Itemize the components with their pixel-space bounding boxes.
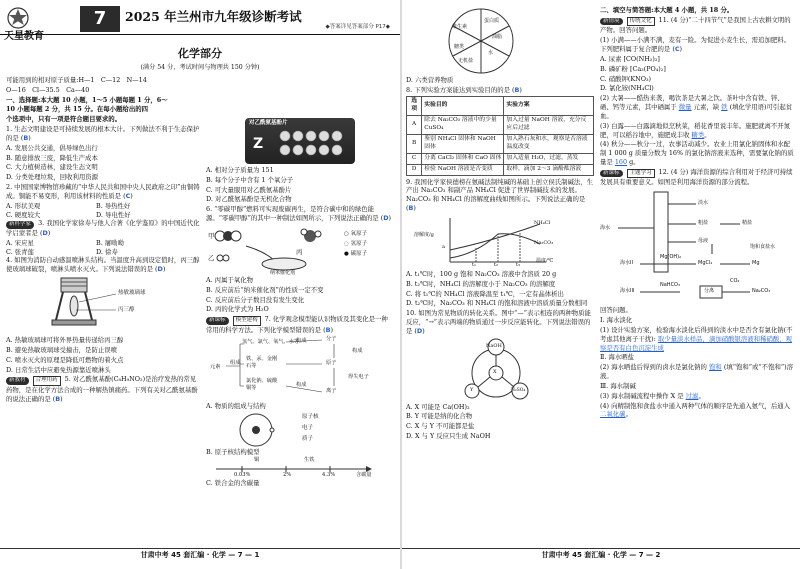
- table-row: [407, 164, 594, 175]
- q11-tag: 新情境: [600, 18, 623, 26]
- reaction-model-icon: [206, 224, 336, 276]
- table-cell: 检验 NaOH 溶液是否变质: [422, 164, 504, 175]
- right-footer: 甘肃中考 45 套汇编 · 化学 — 7 — 2: [402, 548, 800, 561]
- pie-protein-label: 蛋白质: [484, 18, 500, 24]
- question-8-stem: 8. 下列实验方案能达到实验目的的是: [406, 85, 510, 94]
- q11-part-4: (4) 秋分——秋分一过，农事活动减少。农业上用氯化钠固体和水配制 1 000 g 质量分数为 16% 的氯化钠溶液来选种，需要氯化钠的质量是 160 g。: [600, 140, 794, 166]
- q7b-proton-label: 质子: [302, 435, 314, 442]
- table-row: [407, 115, 594, 134]
- pie-vitamin-label: 维生素: [452, 24, 468, 30]
- q2-option-d: D. 导电性好: [96, 210, 131, 219]
- left-column-1: [6, 76, 202, 546]
- q6-catalyst-label: 纳米催化剂: [270, 269, 296, 276]
- q6-figure: [206, 224, 394, 276]
- q11-1-option-d: D. 氯化铵(NH₄Cl): [600, 84, 654, 93]
- section2-heading: 二、填空与简答题:本大题 4 小题，共 18 分。: [600, 6, 734, 14]
- legend-carbon-label: 碳原子: [350, 250, 368, 257]
- section-title: 化学部分: [178, 47, 222, 60]
- q8-table: [406, 96, 594, 176]
- question-3-stem: 3. 我国化学家徐寿与他人合著《化学鉴原》的中国近代化学启蒙者是: [6, 219, 200, 237]
- q12-1-stem: (1) 设计实验方案，检验海水淡化后得到的淡水中是否含有氯化钠(不考虑其他离子干扰):: [600, 325, 793, 343]
- q12-2-tail: (填“饱和”或“不饱和”)溶液。: [600, 363, 794, 381]
- q12-part-4: (4) 向精制饱和食盐水中通入两种气体的顺序是先通入氨气，后通入 二氧化碳。: [600, 401, 791, 419]
- q1-option-d: D. 分类处理垃圾，回收利用资源: [6, 173, 99, 182]
- question-5: 新教材 合理用药 5. 对乙酰氨基酚(C₈H₉NO₂)是治疗发热的常见药物，是在化学方法合成的一种解热镇痛药。下列有关对乙酰氨基酚的说法正确的是 (B): [6, 375, 198, 403]
- q1-option-b: B. 随意排放三废，降低生产成本: [6, 153, 98, 162]
- question-2: 2. 中国国家博物馆珍藏的“中华人民共和国中央人民政府之印”由铜铸成。铜能不易变形，利用该材料的性质是 (C): [6, 183, 200, 200]
- sprinkler-head-icon: [36, 276, 156, 334]
- question-10-answer: D: [416, 326, 423, 335]
- q12-tag-2: 主题学习: [627, 169, 655, 179]
- q9-tick-t3: t₃: [516, 261, 521, 268]
- q9-solubility-chart: [406, 214, 594, 270]
- q7-tag-2: 模型建构: [233, 316, 261, 326]
- q12-4-answer: 二氧化碳: [600, 410, 626, 419]
- table-header-row: [407, 96, 594, 115]
- question-8: 8. 下列实验方案能达到实验目的的是 (B): [406, 85, 522, 94]
- q11-part-2: (2) 大暑——酷热来袭，喝饮茶是大暑之饮。茶叶中含有铁、锌、硒、钙等元素，其中硒属于 微量 元素，缺 铁 (填化学用语)可引起贫血。: [600, 94, 793, 120]
- q9-series-nh4cl: NH₄Cl: [534, 219, 551, 226]
- q7c-copper-label: 铜: [254, 457, 260, 464]
- q12-2-answer: 饱和: [709, 363, 722, 372]
- header-rule: [0, 34, 400, 35]
- q11-1-stem: (1) 小满——小满不满，麦有一险。为促进小麦生长，需追加肥料。下列肥料属于复合肥的是: [600, 36, 791, 54]
- question-6: 6. “零碳甲醇”燃料可实现废碳再生，是符合碳中和的绿色能源。“零碳甲醇”的其中一种制法如图所示，下列说法正确的是 (D): [206, 205, 392, 223]
- question-4-stem: 4. 如图为消防自动感温喷淋头结构。当温度升高到设定值时，丙三醇使玻璃球破裂，喷淋头喷水灭火。下列说法错误的是: [6, 256, 200, 274]
- q6-label-yi: 乙: [208, 253, 215, 262]
- q7-tag: 新课标: [206, 317, 229, 325]
- atomic-mass-line-2: O—16 Cl—35.5 Ca—40: [6, 85, 90, 94]
- pie-fat-label: 油脂: [492, 34, 503, 40]
- flow-na2co3: Na₂CO₃: [752, 288, 771, 295]
- q4-label-glycerol: 丙三醇: [118, 307, 135, 314]
- q7-option-b: B. 原子核结构模型: [206, 447, 260, 456]
- question-8-answer: B: [514, 85, 520, 94]
- flow-mgoh2: Mg(OH)₂: [660, 254, 682, 261]
- flow-seawater-2: 海水II: [620, 260, 633, 267]
- q3-option-b: B. 屠呦呦: [96, 238, 124, 247]
- legend-carbon: ● 碳原子: [344, 250, 368, 257]
- q7-b-figure: [206, 412, 394, 448]
- q4-label-glass-bulb: 热敏玻璃球: [118, 290, 146, 297]
- q6-option-b: B. 反应前后“纳米催化剂”的性质一定不变: [206, 285, 324, 294]
- q3-tag: 新科学家: [6, 221, 34, 229]
- q5-option-d: D. 对乙酰氨基酚是无机化合物: [206, 195, 292, 204]
- q9-y-label: 溶解度/g: [414, 231, 434, 238]
- q7-ion-label: 离子: [326, 387, 337, 394]
- medicine-label: 对乙酰氨基酚片: [249, 120, 288, 126]
- q7c-pig-iron-label: 生铁: [304, 457, 315, 464]
- table-cell: 取样，滴加 2～3 滴酚酞溶液: [504, 164, 594, 175]
- q11-1-option-b: B. 磷矿粉 [Ca₃(PO₄)₂]: [600, 64, 666, 73]
- q11-3-answer: 糖类: [691, 130, 705, 139]
- q12-section-1: Ⅰ. 海水淡化: [600, 316, 633, 325]
- legend-hydrogen-label: 氢原子: [350, 240, 368, 247]
- table-cell: 加入适量 H₂O，过滤，蒸发: [504, 153, 594, 164]
- q9-x-label: 温度/℃: [536, 257, 554, 264]
- q12-section-2: Ⅱ. 海水晒盐: [600, 353, 634, 362]
- table-cell: A: [407, 115, 422, 134]
- q12-part-3: (3) 海水制碱流程中操作 X 是 过滤。: [600, 391, 705, 400]
- q12-part-1: [600, 326, 794, 352]
- q7c-tick-2: 2%: [283, 472, 292, 479]
- q4-option-c: C. 喷水灭火的原理是降低可燃物的着火点: [6, 355, 124, 364]
- q10-option-c: C. X 与 Y 不可能都是盐: [406, 422, 475, 431]
- question-9: 9. 我国化学家侯德榜在氨碱法制纯碱的基础上创立侯氏制碱法，生产出 Na₂CO₃ 和副产品 NH₄Cl 促进了世界制碱技术的发展。Na₂CO₃ 和 NH₄Cl 的溶解度曲线如图所示。下列说法正确的是 (B): [406, 177, 594, 213]
- q7b-nucleus-label: 原子核: [302, 413, 319, 420]
- q7-d-figure: [406, 6, 594, 76]
- q9-tick-t2: t₂: [494, 261, 499, 268]
- q7c-tick-1: 0.03%: [234, 472, 251, 479]
- left-column-2: [206, 118, 394, 548]
- q9-point-a: a: [442, 243, 445, 250]
- question-4: 4. 如图为消防自动感温喷淋头结构。当温度升高到设定值时，丙三醇使玻璃球破裂，喷淋头喷水灭火。下列说法错误的是 (D): [6, 256, 200, 274]
- q6-label-jia: 甲: [208, 231, 215, 240]
- q11-part-1: (1) 小满——小满不满，麦有一险。为促进小麦生长，需追加肥料。下列肥料属于复合肥的是 (C): [600, 36, 791, 54]
- q7-construct-label-2: 构成: [296, 381, 307, 388]
- question-4-answer: D: [157, 265, 163, 274]
- table-row: [407, 134, 594, 153]
- answer-reference: ◆答案详见答案部分 P17◆: [325, 24, 390, 30]
- flow-refined-salt: 精盐: [742, 220, 753, 227]
- flow-mother-liquor: 母液: [698, 238, 709, 245]
- section1-heading-2: 10 小题每题 2 分，共 15 分。在每小题给出的四: [6, 105, 148, 114]
- q7-c-figure: [206, 457, 394, 479]
- q11-2-stem: (2) 大暑——酷热来袭，喝饮茶是大暑之饮。茶叶中含有铁、锌、硒、钙等元素，其中硒属于: [600, 94, 784, 112]
- table-cell: 加入过量 NaOH 溶液，充分反应后过滤: [504, 115, 594, 134]
- question-7: 新课标 模型建构 7. 化学观念模型能认识物质及其变化是一种常用的科学方法。下列化学模型错误的是 (B): [206, 315, 388, 334]
- question-12: [600, 168, 794, 187]
- q12-1-answer: 取少量淡水样品，滴加硝酸银溶液和稀硝酸，观察是否有白色沉淀生成: [600, 334, 793, 352]
- page-number: 7: [80, 6, 120, 32]
- q3-option-a: A. 宋应星: [6, 238, 34, 247]
- q10-node-x: X: [493, 368, 497, 375]
- q7-construct-label-3: 构成: [352, 347, 363, 354]
- question-9-answer: B: [408, 204, 414, 213]
- q11-4-stem: (4) 秋分——秋分一过，农事活动减少。农业上用氯化钠固体和水配制 1 000 g 质量分数为 16% 的氯化钠溶液来选种，需要氯化钠的质量是: [600, 140, 794, 166]
- flow-co2: CO₂: [730, 278, 740, 285]
- q8-table-body: [407, 96, 594, 175]
- q10-node-naoh: NaOH: [486, 342, 502, 349]
- q3-option-c: C. 张青莲: [6, 247, 34, 256]
- q4-option-d: D. 日常生活中应避免热源靠近喷淋头: [6, 365, 111, 374]
- q9-series-na2co3: Na₂CO₃: [534, 239, 554, 246]
- question-9-stem: 9. 我国化学家侯德榜在氨碱法制纯碱的基础上创立侯氏制碱法，生产出 Na₂CO₃ 和副产品 NH₄Cl 促进了世界制碱技术的发展。Na₂CO₃ 和 NH₄Cl 的溶解度曲线如图所示。下列说法正确的是: [406, 177, 594, 204]
- section1-heading-3: 个选项中，只有一项是符合题目要求的。: [6, 115, 122, 124]
- q12-part-2: [600, 363, 794, 381]
- question-3: 新科学家 3. 我国化学家徐寿与他人合著《化学鉴原》的中国近代化学启蒙者是 (D): [6, 219, 200, 237]
- q9-tick-t1: t₁: [472, 261, 477, 268]
- q9-option-b: B. t₂℃时，NH₄Cl 的溶解度小于 Na₂CO₃ 的溶解度: [406, 279, 556, 288]
- brand-name: 天星教育: [4, 31, 44, 42]
- q5-tag-2: 合理用药: [33, 376, 61, 386]
- nutrient-pie-icon: [446, 6, 516, 76]
- q11-2-answer: 微量: [678, 103, 692, 112]
- q7-a-diagram: [206, 336, 394, 402]
- question-2-answer: C: [125, 191, 131, 200]
- right-column-1: [406, 6, 594, 546]
- table-cell: 加入熟石灰和水，观察是否溶液温度改变: [504, 134, 594, 153]
- q11-tag-2: 传统文化: [627, 17, 655, 27]
- q6-legend: [344, 230, 367, 260]
- q7-connectors: [206, 336, 386, 402]
- q4-figure: [6, 276, 202, 334]
- question-12-stem: 12. (4 分) 海洋资源的综合利用对于经济可持续发展具有重要意义。如图是利用海洋资源的部分流程。: [600, 167, 793, 187]
- q9-option-d: D. t₂℃时，Na₂CO₃ 和 NH₄Cl 的饱和溶液中溶质质量分数相同: [406, 299, 588, 308]
- table-cell: 实验目的: [422, 96, 504, 115]
- q10-node-h2so4: H₂SO₄: [511, 387, 526, 393]
- q1-option-c: C. 大力植树造林，建设生态文明: [6, 163, 98, 172]
- q7-salts-label: 氯化钠、硫酸铜等: [246, 377, 278, 391]
- table-row: [407, 153, 594, 164]
- flow-saturated-brine: 饱和食盐水: [750, 244, 776, 251]
- table-cell: B: [407, 134, 422, 153]
- flow-seawater: 海水: [600, 225, 611, 232]
- q11-3-stem: (3) 白露——白露滴地似烹秋菜，稻花香里说丰年。施肥就离不开氮肥，可以稻谷地中，施肥成丰收: [600, 121, 791, 139]
- q6-option-c: C. 反应前后分子数目没有发生变化: [206, 295, 305, 304]
- pie-mineral-label: 无机盐: [458, 58, 474, 64]
- question-6-stem: 6. “零碳甲醇”燃料可实现废碳再生，是符合碳中和的绿色能源。“零碳甲醇”的其中一种制法如图所示，下列说法正确的是: [206, 205, 379, 223]
- q3-option-d: D. 徐寿: [96, 247, 118, 256]
- q2-option-a: A. 形状美观: [6, 201, 41, 210]
- table-cell: D: [407, 164, 422, 175]
- svg-text:Z: Z: [253, 136, 264, 152]
- table-cell: C: [407, 153, 422, 164]
- right-page: [402, 0, 800, 569]
- pie-sugar-label: 糖类: [454, 44, 465, 50]
- brand-logo: [4, 4, 74, 48]
- q7-element-label: 元素: [210, 363, 221, 370]
- flow-crude-salt: 粗盐: [698, 220, 709, 227]
- q10-figure: [406, 337, 594, 403]
- q7-option-c: C. 铁合金的含碳量: [206, 479, 260, 488]
- q7-compose-label: 组成: [230, 359, 241, 366]
- q11-part-3: (3) 白露——白露滴地似烹秋菜，稻花香里说丰年。施肥就离不开氮肥，可以稻谷地中，施肥成丰收 糖类。: [600, 121, 791, 139]
- question-7-stem: 7. 化学观念模型能认识物质及其变化是一种常用的科学方法。下列化学模型错误的是: [206, 315, 388, 334]
- question-6-answer: D: [383, 214, 389, 223]
- exam-title: 2025 年兰州市九年级诊断考试: [125, 9, 302, 24]
- legend-oxygen-label: 氧原子: [350, 230, 368, 237]
- question-10-stem: 10. 如图为常见物质的转化关系。图中“—”表示相连的两种物质能反应，“→”表示两端的物质通过一步反应能转化。下列说法错误的是: [406, 309, 591, 335]
- q7-metals-label: 铁、汞、金刚石等: [246, 355, 278, 369]
- question-3-answer: D: [42, 229, 48, 237]
- q12-3-stem: (3) 海水制碱流程中操作 X 是: [600, 391, 684, 400]
- table-cell: 选项: [407, 96, 422, 115]
- question-1-stem: 1. 生态文明建设是可持续发展的根本大计。下列做法不利于生态保护的是: [6, 125, 200, 142]
- right-column-2: [600, 6, 794, 546]
- section1-heading: 一、选择题:本大题 10 小题，1～5 小题每题 1 分，6～: [6, 95, 168, 104]
- table-cell: 实验方案: [504, 96, 594, 115]
- q7c-tick-3: 4.3%: [322, 472, 336, 479]
- q2-option-c: C. 硬度较大: [6, 210, 41, 219]
- question-5-answer: B: [55, 394, 61, 403]
- q12-4-stem: (4) 向精制饱和食盐水中通入两种气体的顺序是先通入氨气，后通入: [600, 401, 791, 410]
- q12-2-stem: (2) 海水晒盐后得到的卤水是氯化钠的: [600, 363, 707, 372]
- q10-option-a: A. X 可能是 Ca(OH)₂: [406, 402, 470, 411]
- question-5-stem: 5. 对乙酰氨基酚(C₈H₉NO₂)是治疗发热的常见药物，是在化学方法合成的一种解热镇痛药。下列有关对乙酰氨基酚的说法正确的是: [6, 375, 198, 403]
- q10-option-d: D. X 与 Y 反应只生成 NaOH: [406, 432, 491, 441]
- q11-2-answer-2: 铁: [721, 103, 728, 112]
- table-cell: 除去 Na₂CO₃ 溶液中的少量 CuSO₄: [422, 115, 504, 134]
- q12-section-3: Ⅲ. 海水制碱: [600, 381, 636, 390]
- q7-molecule-label: 分子: [326, 335, 337, 342]
- legend-hydrogen: ◌ 氢原子: [344, 240, 368, 247]
- q7-construct-label-1: 构成: [296, 337, 307, 344]
- q7-atom-label: 原子: [326, 359, 337, 366]
- q7b-electron-label: 电子: [302, 424, 314, 431]
- q11-2-tail: (填化学用语)可引起贫血。: [600, 103, 793, 120]
- flow-mgcl2: MgCl₂: [698, 260, 713, 267]
- flow-nahco3: NaHCO₃: [660, 282, 680, 289]
- q10-node-y: Y: [470, 386, 474, 393]
- q5-tag-1: 新教材: [6, 377, 29, 385]
- atomic-mass-line: 可能用到的相对原子质量:H—1 C—12 N—14: [6, 76, 147, 84]
- q1-option-a: A. 发展公共交通，倡导绿色出行: [6, 143, 98, 152]
- atom-model-icon: [226, 412, 286, 448]
- q6-option-d: D. 丙的化学式为 H₂O: [206, 305, 269, 314]
- q6-option-a: A. 丙属于氧化物: [206, 275, 254, 284]
- q9-option-a: A. t₁℃时，100 g 饱和 Na₂CO₃ 溶液中含溶质 20 g: [406, 269, 557, 278]
- q5-option-a: A. 相对分子质量为 151: [206, 166, 274, 174]
- q11-4-answer: 160: [614, 158, 628, 166]
- q5-option-c: C. 可大量服用对乙酰氨基酚片: [206, 185, 292, 194]
- q7-electron-label: 得失电子: [348, 373, 369, 380]
- table-cell: 分离 CaCl₂ 固体和 CaO 固体: [422, 153, 504, 164]
- q7-option-a: A. 物质的组成与结构: [206, 401, 266, 410]
- q4-option-b: B. 避免热敏玻璃球受撞击，是防止误喷: [6, 345, 118, 354]
- question-7-answer: B: [325, 325, 331, 334]
- question-11: [600, 16, 794, 35]
- pill-blister-icon: [245, 118, 355, 164]
- exam-note: (满分 54 分，考试时间与物理共 150 分钟): [140, 64, 260, 71]
- question-2-stem: 2. 中国国家博物馆珍藏的“中华人民共和国中央人民政府之印”由铜铸成。铜能不易变形，利用该材料的性质是: [6, 183, 200, 200]
- q9-option-c: C. 将 t₁℃的 NH₄Cl 溶液降温至 t₁℃，一定有晶体析出: [406, 289, 564, 298]
- table-cell: 鉴别 NH₄Cl 固体和 NaOH 固体: [422, 134, 504, 153]
- legend-oxygen: ○ 氧原子: [344, 230, 368, 237]
- q12-3-answer: 过滤: [685, 391, 699, 400]
- question-10: 10. 如图为常见物质的转化关系。图中“—”表示相连的两种物质能反应，“→”表示两端的物质通过一步反应能转化。下列说法错误的是 (D): [406, 309, 591, 335]
- q12-tag: 新课标: [600, 170, 623, 178]
- flow-separate: 分离: [704, 288, 715, 295]
- q12-prompt: 回答问题。: [600, 306, 632, 315]
- question-11-stem: 11. (4 分)“二十四节气”是我国上古农耕文明的产物。回答问题。: [600, 15, 791, 35]
- flow-mg: Mg: [752, 260, 760, 267]
- q7-option-d: D. 六类营养物质: [406, 76, 454, 84]
- question-1-answer: B: [23, 133, 29, 142]
- q10-option-b: B. Y 可能是纳的化合物: [406, 412, 473, 421]
- q3-options-row-1: [6, 239, 202, 248]
- q7c-axis-label: 含碳量: [356, 472, 372, 479]
- question-1: 1. 生态文明建设是可持续发展的根本大计。下列做法不利于生态保护的是 (B): [6, 125, 200, 142]
- q2-options-row-1: [6, 202, 202, 211]
- pie-water-label: 水: [488, 50, 494, 56]
- q2-option-b: B. 导热性好: [96, 201, 131, 210]
- flow-freshwater: 淡水: [698, 200, 709, 207]
- q11-1-answer: C: [674, 45, 680, 54]
- flow-seawater-3: 海水III: [620, 288, 635, 295]
- medicine-pack-image: [245, 118, 355, 164]
- q6-label-bing: 丙: [296, 247, 303, 256]
- q5-option-b: B. 每个分子中含有 1 个氧分子: [206, 175, 294, 184]
- q12-flow-diagram: [600, 188, 794, 306]
- q4-option-a: A. 热敏玻璃球可将外界热量传递给丙三醇: [6, 336, 124, 345]
- q7-gases-label: 氢气、氯气、氧气、水等: [242, 338, 300, 345]
- q11-1-option-c: C. 硝酸钾(KNO₃): [600, 74, 652, 83]
- q11-1-option-a: A. 尿素 [CO(NH₂)₂]: [600, 54, 660, 63]
- left-footer: 甘肃中考 45 套汇编 · 化学 — 7 — 1: [0, 548, 400, 561]
